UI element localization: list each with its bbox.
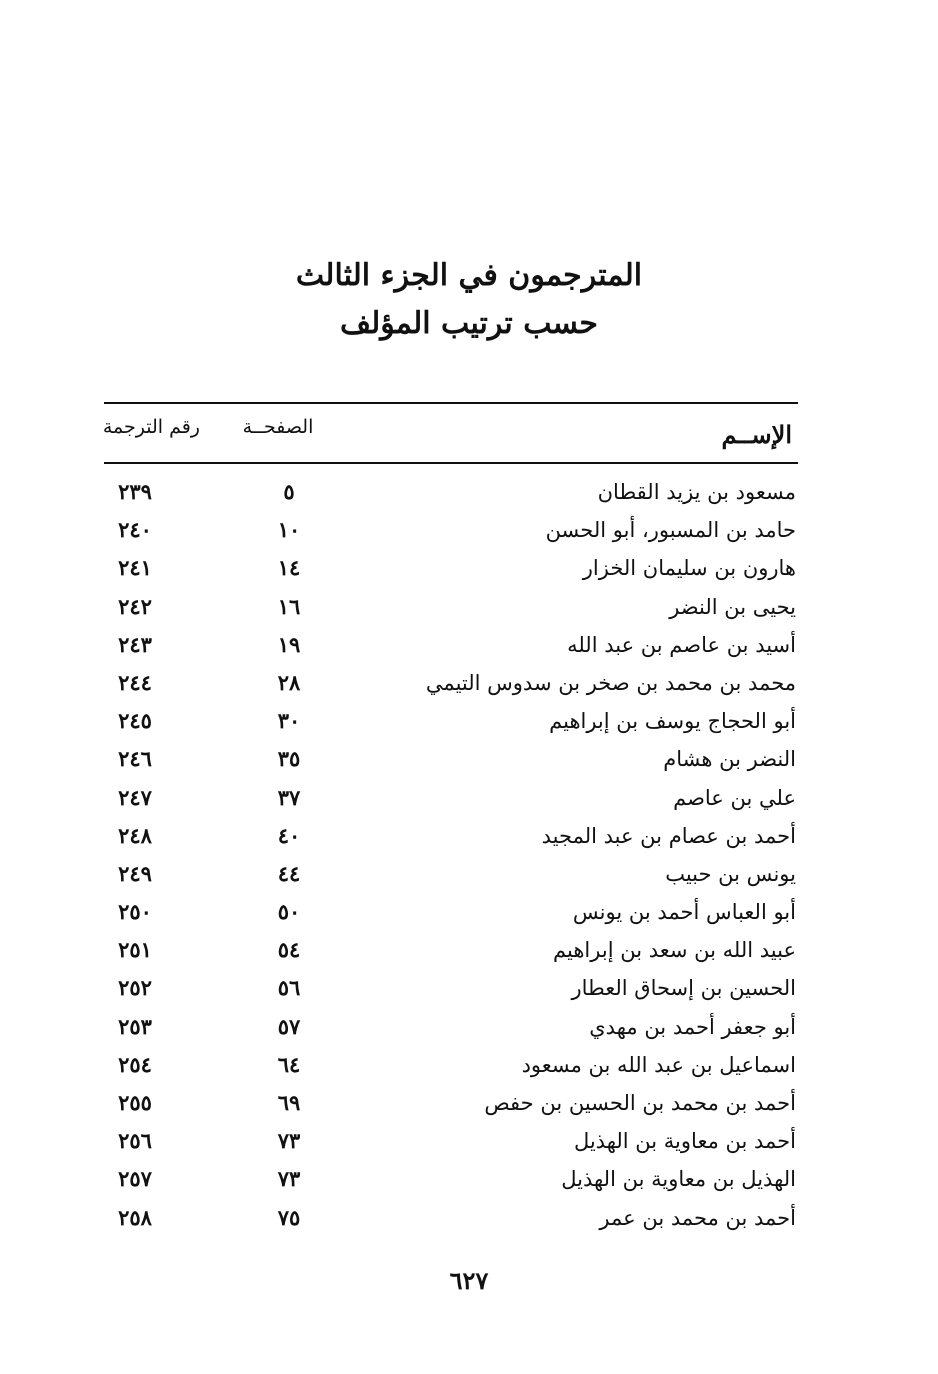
- row-page: ٥٧: [277, 1013, 301, 1039]
- table-row: [104, 550, 798, 588]
- row-name: علي بن عاصم: [673, 785, 796, 810]
- row-number: ٢٤٧: [118, 784, 152, 810]
- table-row: [104, 512, 798, 550]
- table-row: [104, 970, 798, 1008]
- row-name: عبيد الله بن سعد بن إبراهيم: [553, 938, 796, 963]
- table-row: [104, 1161, 798, 1199]
- row-page: ٢٨: [277, 669, 301, 695]
- table-row: [104, 627, 798, 665]
- row-page: ١٠: [277, 517, 301, 543]
- table-row: [104, 741, 798, 779]
- row-name: مسعود بن يزيد القطان: [597, 480, 796, 504]
- row-name: محمد بن محمد بن صخر بن سدوس التيمي: [425, 670, 796, 695]
- row-page: ٣٠: [277, 708, 301, 734]
- row-name: الحسين بن إسحاق العطار: [571, 976, 796, 1001]
- column-header-number: رقم الترجمة: [102, 416, 200, 438]
- page-subtitle: حسب ترتيب المؤلف: [340, 306, 598, 341]
- row-page: ٧٣: [277, 1166, 301, 1192]
- row-name: حامد بن المسبور، أبو الحسن: [545, 518, 796, 543]
- row-number: ٢٤٣: [118, 631, 152, 657]
- row-name: اسماعيل بن عبد الله بن مسعود: [521, 1052, 796, 1077]
- table-row: [104, 818, 798, 856]
- row-name: النضر بن هشام: [663, 747, 796, 772]
- row-page: ٧٣: [277, 1128, 301, 1154]
- row-number: ٢٤٨: [118, 822, 152, 848]
- row-page: ٣٥: [277, 746, 301, 772]
- row-number: ٢٤٠: [118, 517, 152, 543]
- table-row: [104, 1123, 798, 1161]
- column-header-page: الصفحــة: [242, 416, 314, 438]
- row-number: ٢٥٠: [118, 899, 152, 925]
- row-name: أحمد بن محمد بن عمر: [599, 1205, 796, 1230]
- row-page: ٤٤: [277, 860, 301, 886]
- row-name: أحمد بن معاوية بن الهذيل: [573, 1129, 796, 1154]
- row-name: أحمد بن عصام بن عبد المجيد: [541, 823, 796, 848]
- row-number: ٢٤٥: [118, 708, 152, 734]
- table-header: [104, 404, 798, 462]
- row-name: أبو جعفر أحمد بن مهدي: [589, 1014, 796, 1039]
- row-page: ٧٥: [277, 1204, 301, 1230]
- row-number: ٢٥٥: [118, 1090, 152, 1115]
- row-page: ٥: [283, 479, 295, 504]
- row-number: ٢٥١: [118, 937, 152, 963]
- row-number: ٢٣٩: [118, 479, 152, 504]
- row-name: الهذيل بن معاوية بن الهذيل: [561, 1167, 796, 1192]
- row-number: ٢٤١: [118, 555, 152, 581]
- table-row: [104, 474, 798, 512]
- row-page: ٥٦: [277, 975, 301, 1001]
- row-number: ٢٥٤: [118, 1051, 152, 1077]
- row-page: ٦٤: [277, 1051, 301, 1077]
- row-number: ٢٥٧: [118, 1166, 152, 1192]
- row-name: هارون بن سليمان الخزار: [582, 556, 796, 581]
- page-number: ٦٢٧: [449, 1266, 489, 1295]
- table-body: [104, 464, 798, 1238]
- row-name: يحيى بن النضر: [669, 594, 796, 619]
- row-number: ٢٥٦: [118, 1128, 152, 1154]
- table-row: [104, 665, 798, 703]
- row-page: ٣٧: [277, 784, 301, 810]
- row-name: أبو العباس أحمد بن يونس: [572, 900, 796, 925]
- table-row: [104, 1009, 798, 1047]
- table-row: [104, 703, 798, 741]
- table-row: [104, 1200, 798, 1238]
- row-page: ١٦: [277, 593, 301, 619]
- row-number: ٢٤٩: [118, 860, 152, 886]
- row-number: ٢٤٦: [118, 746, 152, 772]
- row-number: ٢٥٣: [118, 1013, 152, 1039]
- row-name: أحمد بن محمد بن الحسين بن حفص: [484, 1091, 796, 1115]
- row-name: يونس بن حبيب: [665, 861, 796, 886]
- row-name: أسيد بن عاصم بن عبد الله: [567, 632, 796, 657]
- table-row: [104, 1085, 798, 1123]
- row-number: ٢٤٢: [118, 593, 152, 619]
- translated-persons-table: [104, 402, 798, 1238]
- table-row: [104, 780, 798, 818]
- table-row: [104, 894, 798, 932]
- column-header-name: الإســم: [721, 420, 792, 449]
- row-number: ٢٥٨: [118, 1204, 152, 1230]
- table-row: [104, 1047, 798, 1085]
- row-page: ١٤: [277, 555, 301, 581]
- table-row: [104, 589, 798, 627]
- row-page: ٤٠: [277, 822, 301, 848]
- page-title: المترجمون في الجزء الثالث: [295, 258, 643, 293]
- table-row: [104, 932, 798, 970]
- row-number: ٢٤٤: [118, 669, 152, 695]
- row-number: ٢٥٢: [118, 975, 152, 1001]
- row-page: ٥٤: [277, 937, 301, 963]
- table-row: [104, 856, 798, 894]
- row-page: ٦٩: [277, 1090, 301, 1115]
- row-name: أبو الحجاج يوسف بن إبراهيم: [549, 709, 796, 734]
- row-page: ١٩: [277, 631, 301, 657]
- row-page: ٥٠: [277, 899, 301, 925]
